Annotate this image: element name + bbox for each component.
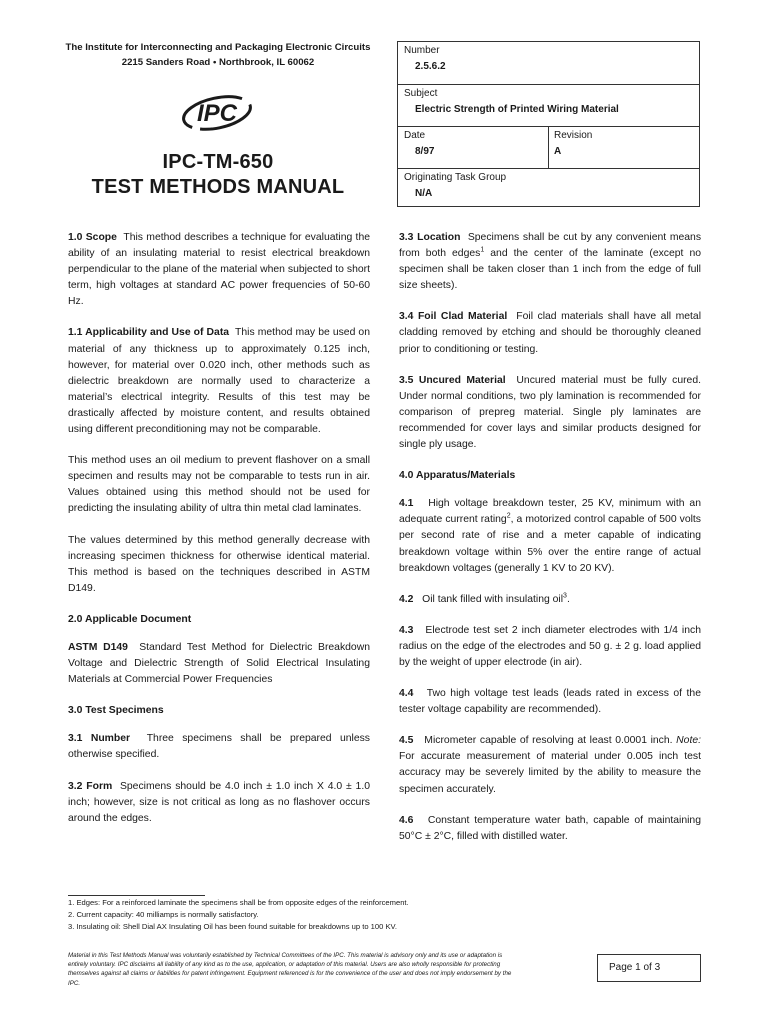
item-number: 4.4 (399, 688, 414, 700)
paragraph-text: Specimens shall be cut by any convenient means from both edges (399, 232, 702, 260)
footnote-divider (68, 895, 205, 896)
revision-label: Revision (554, 130, 593, 141)
paragraph-text: High voltage breakdown tester, 25 KV, minimum with an adequate current rating (399, 498, 701, 526)
paragraph-text: Constant temperature water bath, capable of maintaining 50°C ± 2°C, filled with distilled water. (399, 814, 701, 842)
applicability-paragraph (68, 325, 370, 438)
section-heading-test-specimens: 3.0 Test Specimens (68, 705, 164, 717)
subject-label: Subject (404, 88, 438, 99)
paragraph-text: Standard Test Method for Dielectric Breakdown Voltage and Dielectric Strength of Solid Electrical Insulating Materials at Commercial Power Frequencies (68, 641, 370, 686)
manual-title (40, 150, 396, 200)
paragraph-text: Micrometer capable of resolving at least 0.0001 inch. (424, 735, 673, 747)
location-paragraph (399, 230, 701, 294)
organization-address: 2215 Sanders Road • Northbrook, IL 60062 (121, 57, 315, 68)
item-number: 4.5 (399, 735, 414, 747)
item-4-6 (399, 813, 701, 845)
note-text: For accurate measurement of material under 0.005 inch test accuracy may be severely limited by the ability to measure the specimen accurately. (399, 751, 701, 795)
astm-paragraph (68, 640, 370, 688)
oil-medium-paragraph: This method uses an oil medium to prevent flashover on a small specimen and results may not be comparable to tests run in air. Values obtained using this method should not be used for predicting the insulating ability of ultra thin metal clad laminates. (68, 455, 370, 515)
section-heading: 3.1 Number (68, 733, 131, 745)
footnote-ref: 3 (563, 592, 567, 600)
task-group-label: Originating Task Group (404, 172, 507, 183)
item-4-2 (399, 592, 701, 608)
item-number: 4.6 (399, 814, 414, 826)
task-group-value: N/A (415, 188, 433, 199)
footnote: 1. Edges: For a reinforced laminate the specimens shall be from opposite edges of the reinforcement. (68, 898, 409, 907)
item-number: 4.1 (399, 498, 414, 510)
paragraph-text: Specimens should be 4.0 inch ± 1.0 inch X 4.0 ± 1.0 inch; however, size is not critical as long as no flashover occurs around the edges. (68, 780, 370, 824)
page-number: Page 1 of 3 (609, 962, 661, 973)
note-label: Note: (676, 735, 702, 747)
number-value: 2.5.6.2 (415, 61, 446, 72)
paragraph-end: . (566, 593, 570, 605)
date-value: 8/97 (415, 146, 435, 157)
paragraph-text: , a motorized control capable of 500 volts per second rate of rise and a meter capable of indicating breakdown voltage within 5% over the entire range of actual breakdown voltages (generally 1 KV to 20 KV). (399, 514, 701, 574)
footnote: 3. Insulating oil: Shell Dial AX Insulating Oil has been found suitable for breakdowns up to 100 KV. (68, 921, 397, 931)
ipc-logo (180, 94, 254, 132)
item-number: 4.3 (399, 624, 414, 636)
footnote: 2. Current capacity: 40 milliamps is normally satisfactory. (68, 909, 259, 919)
paragraph-text: This method may be used on material of any thickness up to approximately 0.125 inch, however, for material over 0.020 inch, other methods such as dielectric breakdown are normally used to characterize a material’s electrical integrity. Results of this test may be drastically affected by moisture content, and results obtained using different preconditioning may not be comparable. (68, 327, 370, 436)
subject-row (398, 85, 699, 127)
section-heading-applicable-document: 2.0 Applicable Document (68, 613, 192, 625)
section-heading-apparatus: 4.0 Apparatus/Materials (399, 470, 516, 482)
logo-text: IPC (196, 100, 238, 127)
item-4-3 (399, 623, 701, 671)
paragraph-text: Electrode test set 2 inch diameter electrodes with 1/4 inch radius on the edge of the electrodes and 50 g. ± 2 g. load applied by the weight of upper electrode (in air). (399, 624, 701, 668)
section-heading: 3.3 Location (399, 232, 461, 243)
page-number-box (597, 954, 701, 982)
date-revision-row (398, 127, 699, 169)
item-4-1 (399, 496, 701, 576)
disclaimer: Material in this Test Methods Manual was voluntarily established by Technical Committees of the IPC. This material is advisory only and its use or adaptation is entirely voluntary. IPC disclaims all liability of any kind as to the use, application, or adaptation of this material. Users are also wholly responsible for protecting themselves against all claims or liabilities for patent infringement. Equipment referenced is for the convenience of the user and does not imply endorsement by the IPC. (68, 952, 512, 987)
item-4-4 (399, 686, 701, 718)
foil-clad-paragraph (399, 309, 701, 357)
manual-name: TEST METHODS MANUAL (91, 176, 345, 198)
item-number: 4.2 (399, 593, 414, 605)
number-row (398, 42, 699, 85)
organization-name: The Institute for Interconnecting and Packaging Electronic Circuits (65, 42, 371, 53)
manual-id: IPC-TM-650 (162, 151, 274, 173)
section-heading: 3.4 Foil Clad Material (399, 311, 508, 323)
footnote-ref: 2 (506, 512, 511, 520)
paragraph-text: Uncured material must be fully cured. Under normal conditions, two ply lamination is recommended for comparison of prepreg material. Single ply laminates are recommended for cover lays and similar products designed for single ply usage. (399, 374, 701, 451)
section-heading: 1.0 Scope (68, 232, 117, 243)
section-heading: 3.2 Form (68, 780, 113, 792)
revision-value: A (554, 146, 562, 157)
form-paragraph (68, 779, 370, 827)
astm-code: ASTM D149 (68, 641, 128, 653)
footnote-ref: 1 (480, 246, 485, 254)
uncured-paragraph (399, 373, 701, 453)
section-heading: 1.1 Applicability and Use of Data (68, 327, 230, 339)
cell-divider (548, 127, 549, 168)
document-info-box (397, 41, 700, 207)
values-paragraph: The values determined by this method generally decrease with increasing specimen thickness for otherwise identical material. This method is based on the techniques described in ASTM D149. (68, 534, 370, 594)
organization-header (40, 40, 396, 70)
paragraph-text: Oil tank filled with insulating oil (422, 593, 564, 605)
number-label: Number (404, 45, 440, 56)
paragraph-text: Foil clad materials shall have all metal cladding removed by etching and should be thoroughly cleaned prior to conditioning or testing. (399, 311, 701, 355)
subject-value: Electric Strength of Printed Wiring Material (415, 104, 619, 115)
paragraph-text: Two high voltage test leads (leads rated in excess of the tester voltage capability are recommended). (399, 688, 701, 716)
number-paragraph (68, 731, 370, 763)
item-4-5 (399, 733, 701, 797)
paragraph-text: Three specimens shall be prepared unless otherwise specified. (68, 733, 370, 761)
date-label: Date (404, 130, 426, 141)
paragraph-text: This method describes a technique for evaluating the ability of an insulating material to resist electrical breakdown perpendicular to the plane of the material when subjected to short term, high voltages at standard AC power frequencies of 50-60 Hz. (68, 232, 371, 308)
footnotes (68, 897, 708, 932)
task-group-row (398, 169, 699, 206)
section-heading: 3.5 Uncured Material (399, 374, 506, 386)
scope-paragraph (68, 230, 370, 310)
right-column (399, 230, 701, 860)
paragraph-text: and the center of the laminate (except no specimen shall be taken closer than 1 inch from the edge of full size sheets). (399, 248, 701, 292)
left-column (68, 230, 370, 842)
